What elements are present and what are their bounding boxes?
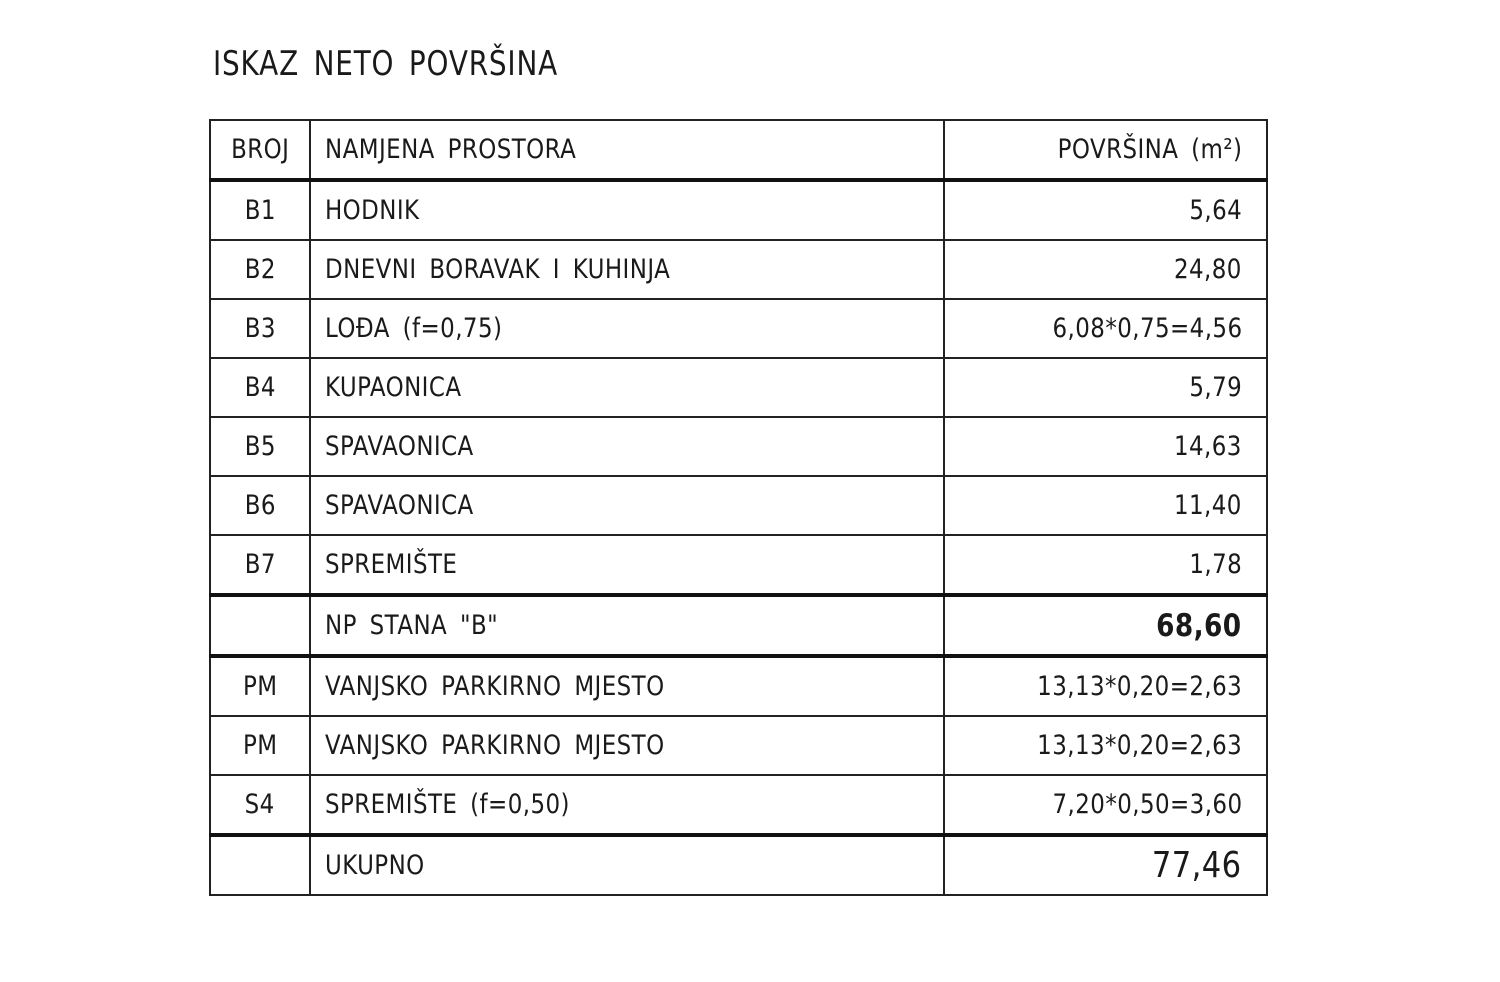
cell-namjena: VANJSKO PARKIRNO MJESTO [325, 671, 665, 702]
cell-povrsina: 13,13*0,20=2,63 [1037, 671, 1242, 702]
cell-namjena: SPREMIŠTE (f=0,50) [325, 789, 570, 820]
cell-broj: B6 [244, 490, 276, 521]
cell-namjena: DNEVNI BORAVAK I KUHINJA [325, 254, 671, 285]
document-title: ISKAZ NETO POVRŠINA [213, 44, 559, 84]
net-area-table [209, 119, 1268, 896]
header-namjena: NAMJENA PROSTORA [325, 134, 577, 165]
cell-povrsina: 14,63 [1174, 431, 1242, 462]
total-row [210, 835, 1267, 895]
cell-namjena: HODNIK [325, 195, 420, 226]
table-row [210, 417, 1267, 476]
cell-povrsina: 13,13*0,20=2,63 [1037, 730, 1242, 761]
table-row [210, 240, 1267, 299]
table-row [210, 656, 1267, 716]
cell-broj: B1 [244, 195, 276, 226]
header-povrsina: POVRŠINA (m²) [1057, 134, 1242, 165]
table-row [210, 299, 1267, 358]
cell-povrsina: 7,20*0,50=3,60 [1052, 789, 1242, 820]
table-header [210, 120, 1267, 180]
cell-broj: B7 [244, 549, 276, 580]
table-row [210, 476, 1267, 535]
cell-povrsina: 1,78 [1189, 549, 1242, 580]
cell-broj: B3 [244, 313, 276, 344]
cell-broj: B5 [244, 431, 276, 462]
table-row [210, 358, 1267, 417]
cell-namjena: SPREMIŠTE [325, 549, 458, 580]
subtotal-row [210, 595, 1267, 656]
cell-povrsina: 11,40 [1174, 490, 1242, 521]
cell-povrsina: 6,08*0,75=4,56 [1052, 313, 1242, 344]
subtotal-label: NP STANA "B" [325, 610, 499, 641]
cell-broj: S4 [244, 789, 276, 820]
cell-namjena: SPAVAONICA [325, 431, 474, 462]
table-row [210, 180, 1267, 240]
cell-namjena: LOĐA (f=0,75) [325, 313, 503, 344]
subtotal-value: 68,60 [1156, 607, 1242, 644]
cell-broj: PM [242, 730, 278, 761]
table-row [210, 775, 1267, 835]
cell-povrsina: 5,64 [1189, 195, 1242, 226]
cell-povrsina: 5,79 [1189, 372, 1242, 403]
header-broj: BROJ [230, 134, 290, 165]
total-value: 77,46 [1152, 845, 1242, 886]
cell-povrsina: 24,80 [1174, 254, 1242, 285]
table-row [210, 535, 1267, 595]
cell-namjena: SPAVAONICA [325, 490, 474, 521]
cell-namjena: KUPAONICA [325, 372, 462, 403]
cell-broj: B4 [244, 372, 276, 403]
cell-namjena: VANJSKO PARKIRNO MJESTO [325, 730, 665, 761]
cell-broj: PM [242, 671, 278, 702]
total-label: UKUPNO [325, 850, 425, 881]
cell-broj: B2 [244, 254, 276, 285]
table-row [210, 716, 1267, 775]
